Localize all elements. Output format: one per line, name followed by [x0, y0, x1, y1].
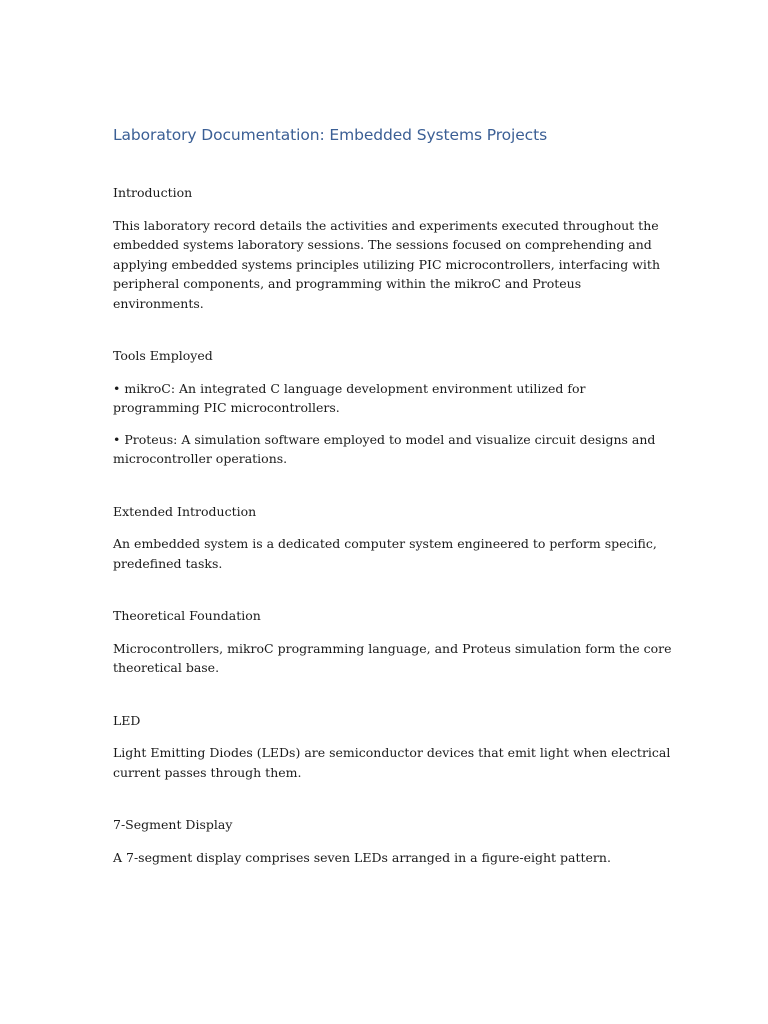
paragraph: An embedded system is a dedicated computer system engineered to perform specific, predefined tasks. — [113, 536, 657, 571]
paragraph: Light Emitting Diodes (LEDs) are semiconductor devices that emit light when electrical current passes through them. — [113, 745, 671, 780]
section-heading: Introduction — [113, 185, 193, 200]
bullet-item-proteus: • Proteus: A simulation software employed to model and visualize circuit designs and microcontroller operations. — [113, 431, 656, 466]
paragraph: Microcontrollers, mikroC programming language, and Proteus simulation form the core theoretical base. — [113, 640, 672, 675]
section-heading: 7-Segment Display — [113, 817, 233, 832]
section-led — [113, 711, 673, 783]
section-tools-employed — [113, 346, 673, 469]
bullet-item-mikroc: • mikroC: An integrated C language development environment utilized for programming PIC microcontrollers. — [113, 380, 586, 415]
section-extended-introduction — [113, 502, 673, 574]
document-body — [113, 124, 673, 900]
section-heading: Theoretical Foundation — [113, 608, 261, 623]
section-heading: Extended Introduction — [113, 503, 257, 519]
paragraph: This laboratory record details the activities and experiments executed throughout the embedded systems laboratory sessions. The sessions focused on comprehending and applying embedded systems principles utilizing PIC microcontrollers, interfacing with peripheral components, and programming within the mikroC and Proteus environments. — [113, 217, 660, 311]
section-theoretical-foundation — [113, 606, 673, 678]
paragraph: A 7-segment display comprises seven LEDs arranged in a figure-eight pattern. — [113, 849, 611, 865]
document-title: Laboratory Documentation: Embedded Systems Projects — [113, 126, 548, 144]
section-introduction — [113, 183, 673, 313]
section-heading: LED — [113, 712, 141, 728]
section-heading: Tools Employed — [113, 348, 213, 363]
section-7-segment-display — [113, 815, 673, 867]
